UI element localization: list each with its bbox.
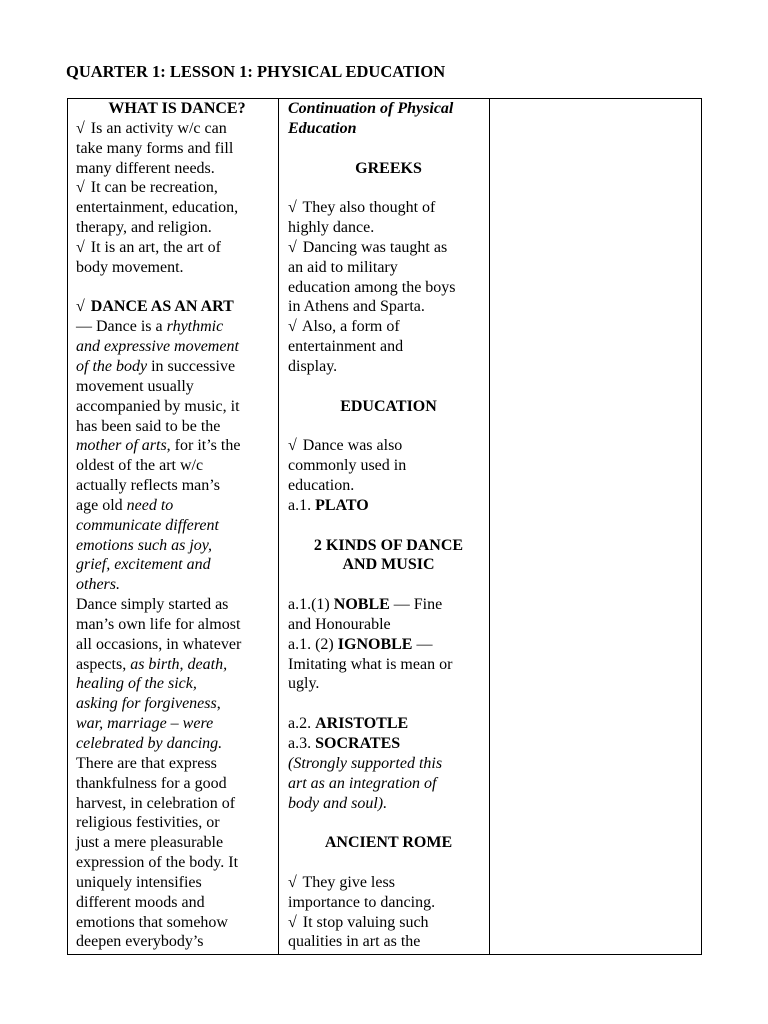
text-line: harvest, in celebration of [76, 794, 236, 812]
checkmark-icon: √ [76, 179, 85, 197]
text-line: just a mere pleasurable [76, 834, 224, 852]
column-what-is-dance [68, 99, 279, 954]
item-ignoble: a.1. (2) IGNOBLE — [288, 635, 433, 653]
heading-kinds: 2 KINDS OF DANCE [313, 536, 464, 554]
lesson-table [67, 98, 702, 955]
text-line: an aid to military [288, 258, 398, 276]
text-line: entertainment, education, [76, 199, 239, 217]
blank-line [288, 417, 489, 437]
text-line: communicate different [76, 516, 219, 534]
text-line: man’s own life for almost [76, 615, 241, 633]
checkmark-icon: √ [76, 238, 85, 256]
text-line: art as an integration of [288, 774, 437, 792]
text-line: others. [76, 576, 120, 594]
text-line: grief, excitement and [76, 556, 211, 574]
text-line: age old need to [76, 496, 174, 514]
text-line: — Dance is a rhythmic [76, 318, 224, 336]
text-line: mother of arts, for it’s the [76, 437, 241, 455]
text-line: qualities in art as the [288, 933, 421, 951]
text-line: entertainment and [288, 338, 404, 356]
bullet-line: √ It is an art, the art of [76, 238, 221, 256]
text-line: has been said to be the [76, 417, 221, 435]
blank-line [288, 694, 489, 714]
text-line: education. [288, 477, 355, 495]
bullet-line: √ It can be recreation, [76, 179, 218, 197]
text-line: (Strongly supported this [288, 754, 443, 772]
bullet-line: √ It stop valuing such [288, 913, 429, 931]
text-line: ugly. [288, 675, 320, 693]
text-line: all occasions, in whatever [76, 635, 242, 653]
bullet-line: √ Dancing was taught as [288, 238, 448, 256]
text-line: oldest of the art w/c [76, 457, 204, 475]
text-line: therapy, and religion. [76, 219, 212, 237]
text-line: religious festivities, or [76, 814, 220, 832]
heading-greeks: GREEKS [355, 159, 422, 177]
text-line: deepen everybody’s [76, 933, 204, 951]
heading-dance-as-art: √ DANCE AS AN ART [76, 298, 234, 316]
text-line: body movement. [76, 258, 184, 276]
item-aristotle: a.2. ARISTOTLE [288, 715, 409, 733]
item-socrates: a.3. SOCRATES [288, 735, 401, 752]
item-noble: a.1.(1) NOBLE — Fine [288, 596, 443, 614]
text-line: emotions such as joy, [76, 536, 212, 554]
text-line: importance to dancing. [288, 893, 436, 911]
text-line: in Athens and Sparta. [288, 298, 425, 316]
text-line: commonly used in [288, 457, 407, 475]
blank-line [76, 278, 278, 298]
bullet-line: √ Is an activity w/c can [76, 119, 227, 137]
text-line: many different needs. [76, 159, 215, 177]
text-line: accompanied by music, it [76, 397, 240, 415]
blank-line [288, 139, 489, 159]
text-line: aspects, as birth, death, [76, 655, 228, 673]
text-line: of the body in successive [76, 357, 236, 375]
column-continuation [279, 99, 490, 954]
blank-line [288, 575, 489, 595]
item-plato: a.1. PLATO [288, 496, 369, 514]
text-line: celebrated by dancing. [76, 735, 223, 752]
checkmark-icon: √ [288, 873, 297, 891]
text-line: healing of the sick, [76, 675, 197, 693]
heading-kinds: AND MUSIC [342, 556, 435, 574]
text-line: highly dance. [288, 219, 375, 237]
heading-continuation: Continuation of Physical [288, 100, 454, 117]
text-line: asking for forgiveness, [76, 695, 221, 713]
blank-line [288, 516, 489, 536]
checkmark-icon: √ [288, 318, 297, 336]
heading-continuation: Education [288, 119, 357, 137]
text-line: body and soul). [288, 794, 388, 812]
checkmark-icon: √ [76, 298, 85, 316]
text-line: thankfulness for a good [76, 774, 227, 792]
text-line: Dance simply started as [76, 596, 229, 614]
text-line: take many forms and fill [76, 139, 234, 157]
column-empty [490, 99, 701, 954]
blank-line [288, 853, 489, 873]
bullet-line: √ Also, a form of [288, 318, 400, 336]
text-line: uniquely intensifies [76, 873, 202, 891]
checkmark-icon: √ [288, 238, 297, 256]
text-line: and Honourable [288, 615, 391, 633]
text-line: and expressive movement [76, 338, 239, 356]
text-line: There are that express [76, 754, 217, 772]
text-line: movement usually [76, 377, 194, 395]
bullet-line: √ They give less [288, 873, 395, 891]
checkmark-icon: √ [288, 913, 297, 931]
document-title: QUARTER 1: LESSON 1: PHYSICAL EDUCATION [66, 62, 446, 81]
bullet-line: √ Dance was also [288, 437, 403, 455]
checkmark-icon: √ [288, 199, 297, 217]
text-line: expression of the body. It [76, 854, 239, 872]
bullet-line: √ They also thought of [288, 199, 436, 217]
text-line: emotions that somehow [76, 913, 228, 931]
text-line: display. [288, 357, 338, 375]
heading-ancient-rome: ANCIENT ROME [324, 834, 453, 852]
blank-line [288, 813, 489, 833]
checkmark-icon: √ [76, 119, 85, 137]
heading-what-is-dance: WHAT IS DANCE? [108, 100, 246, 117]
heading-education: EDUCATION [340, 397, 437, 415]
text-line: actually reflects man’s [76, 477, 220, 495]
text-line: war, marriage – were [76, 715, 214, 733]
blank-line [288, 377, 489, 397]
text-line: different moods and [76, 893, 205, 911]
text-line: education among the boys [288, 278, 456, 296]
checkmark-icon: √ [288, 437, 297, 455]
text-line: Imitating what is mean or [288, 655, 453, 673]
blank-line [288, 178, 489, 198]
